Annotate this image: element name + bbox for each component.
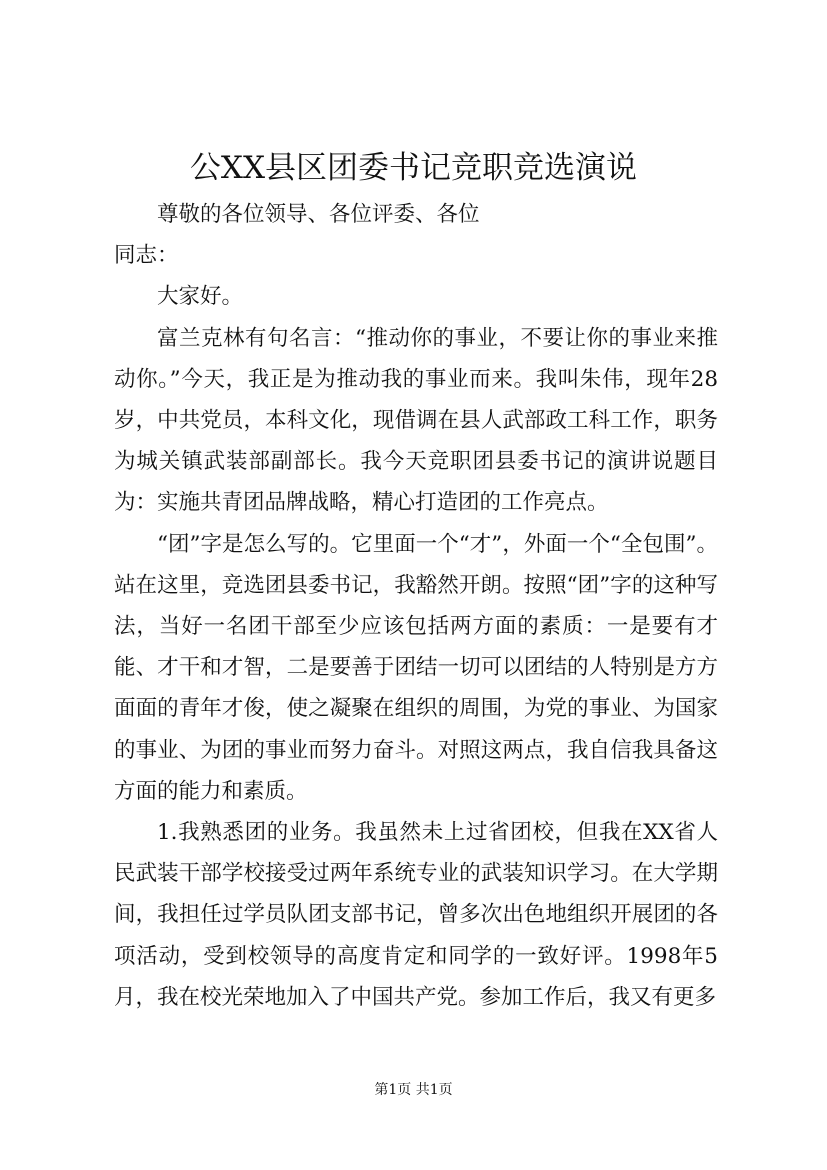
body-paragraph: 富兰克林有句名言：“推动你的事业，不要让你的事业来推动你。”今天，我正是为推动我的事业而来。我叫朱伟，现年28岁，中共党员，本科文化，现借调在县人武部政工科工作，职务为城关镇武装部副部长。我今天竞职团县委书记的演讲说题目为：实施共青团品牌战略，精心打造团的工作亮点。 (114, 325, 718, 516)
body-paragraph: “团”字是怎么写的。它里面一个“才”，外面一个“全包围”。站在这里，竞选团县委书记，我豁然开朗。按照“团”字的这种写法，当好一名团干部至少应该包括两方面的素质：一是要有才能、才干和才智，二是要善于团结一切可以团结的人特别是方方面面的青年才俊，使之凝聚在组织的周围，为党的事业、为国家的事业、为团的事业而努力奋斗。对照这两点，我自信我具备这方面的能力和素质。 (114, 531, 718, 804)
page-footer: 第1页 共1页 (374, 1082, 453, 1098)
document-title: 公XX县区团委书记竞职竞选演说 (189, 150, 638, 186)
salutation-line: 尊敬的各位领导、各位评委、各位 (157, 202, 480, 227)
greeting-paragraph: 大家好。 (157, 284, 244, 310)
document-body (114, 194, 718, 1018)
salutation-continuation: 同志： (114, 243, 179, 269)
body-paragraph: 1.我熟悉团的业务。我虽然未上过省团校，但我在XX省人民武装干部学校接受过两年系统专业的武装知识学习。在大学期间，我担任过学员队团支部书记，曾多次出色地组织开展团的各项活动，受到校领导的高度肯定和同学的一致好评。1998年5月，我在校光荣地加入了中国共产党。参加工作后，我又有更多 (114, 820, 718, 1010)
